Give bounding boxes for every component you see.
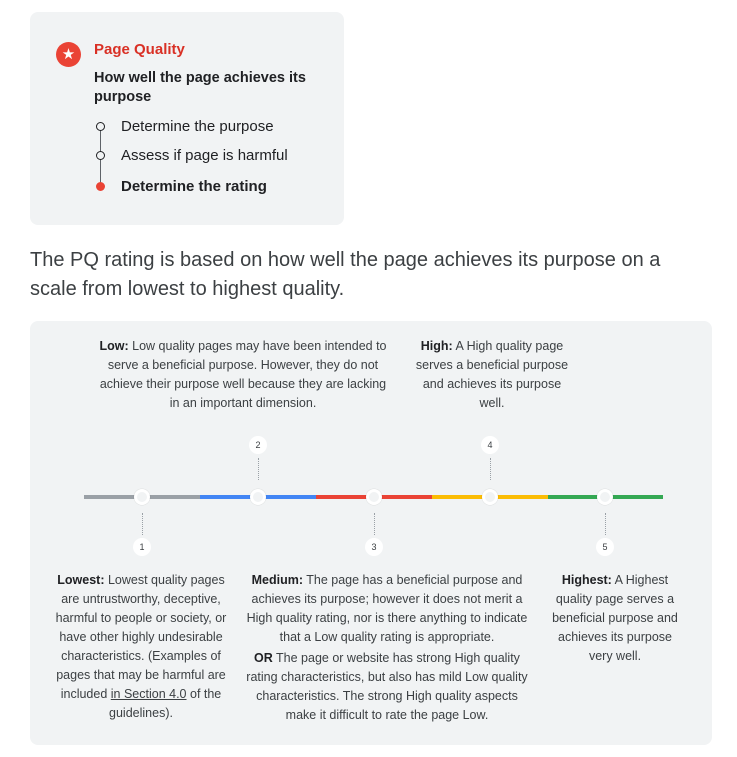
level-3-connector: [374, 513, 375, 535]
scale-point-5: [597, 489, 613, 505]
page-quality-card: [30, 12, 344, 225]
level-3-or-paragraph: [242, 649, 532, 725]
scale-point-3: [366, 489, 382, 505]
level-2-text: Low quality pages may have been intended to serve a beneficial purpose. However, they do not achieve their purpose well because they are lacking in an important dimension.: [99, 339, 387, 410]
level-3-name: Medium:: [251, 573, 303, 587]
level-2-number: 2: [249, 436, 267, 454]
card-title: Page Quality: [94, 41, 185, 58]
level-4-number: 4: [481, 436, 499, 454]
level-2-name: Low:: [99, 339, 129, 353]
star-icon: ★: [56, 42, 81, 67]
step-2-label: Assess if page is harmful: [121, 147, 288, 164]
level-4-text: A High quality page serves a beneficial purpose and achieves its purpose well.: [415, 339, 569, 410]
level-4-connector: [490, 458, 491, 480]
level-1-text: Lowest quality pages are untrustworthy, deceptive, harmful to people or society, or have other highly undesirable characteristics. (Examples of pages that may be harmful are included: [55, 573, 227, 701]
level-3-paragraph: [242, 571, 532, 647]
scale-point-4: [482, 489, 498, 505]
card-subtitle: How well the page achieves its purpose: [94, 70, 306, 105]
section-4-link[interactable]: in Section 4.0: [110, 687, 187, 701]
level-3-description: [242, 571, 532, 725]
level-4-description: [413, 337, 571, 413]
level-3-or-text: The page or website has strong High quality rating characteristics, but also has mild Low quality characteristics. The strong High quality aspects make it difficult to rate the page Low.: [246, 651, 528, 722]
level-5-number: 5: [596, 538, 614, 556]
level-1-name: Lowest:: [57, 573, 105, 587]
level-5-name: Highest:: [561, 573, 612, 587]
step-2-dot: [96, 151, 105, 160]
scale-point-1: [134, 489, 150, 505]
level-1-number: 1: [133, 538, 151, 556]
level-4-name: High:: [420, 339, 453, 353]
step-3-dot: [96, 182, 105, 191]
level-2-connector: [258, 458, 259, 480]
level-2-description: [98, 337, 388, 413]
or-label: OR: [254, 651, 273, 665]
scale-point-2: [250, 489, 266, 505]
level-3-text: The page has a beneficial purpose and achieves its purpose; however it does not merit a High quality rating, nor is there anything to indicate that a Low quality rating is appropriate.: [246, 573, 528, 644]
rating-scale-panel: [30, 321, 712, 745]
level-1-text-end: of the guidelines).: [109, 687, 222, 720]
level-5-connector: [605, 513, 606, 535]
step-1-label: Determine the purpose: [121, 118, 274, 135]
level-3-number: 3: [365, 538, 383, 556]
level-5-description: [551, 571, 679, 666]
level-1-connector: [142, 513, 143, 535]
intro-text: The PQ rating is based on how well the page achieves its purpose on a scale from lowest to highest quality.: [30, 249, 661, 300]
level-1-description: [48, 571, 234, 723]
step-1-dot: [96, 122, 105, 131]
step-3-label: Determine the rating: [121, 178, 267, 195]
level-5-text: A Highest quality page serves a beneficial purpose and achieves its purpose very well.: [552, 573, 678, 663]
